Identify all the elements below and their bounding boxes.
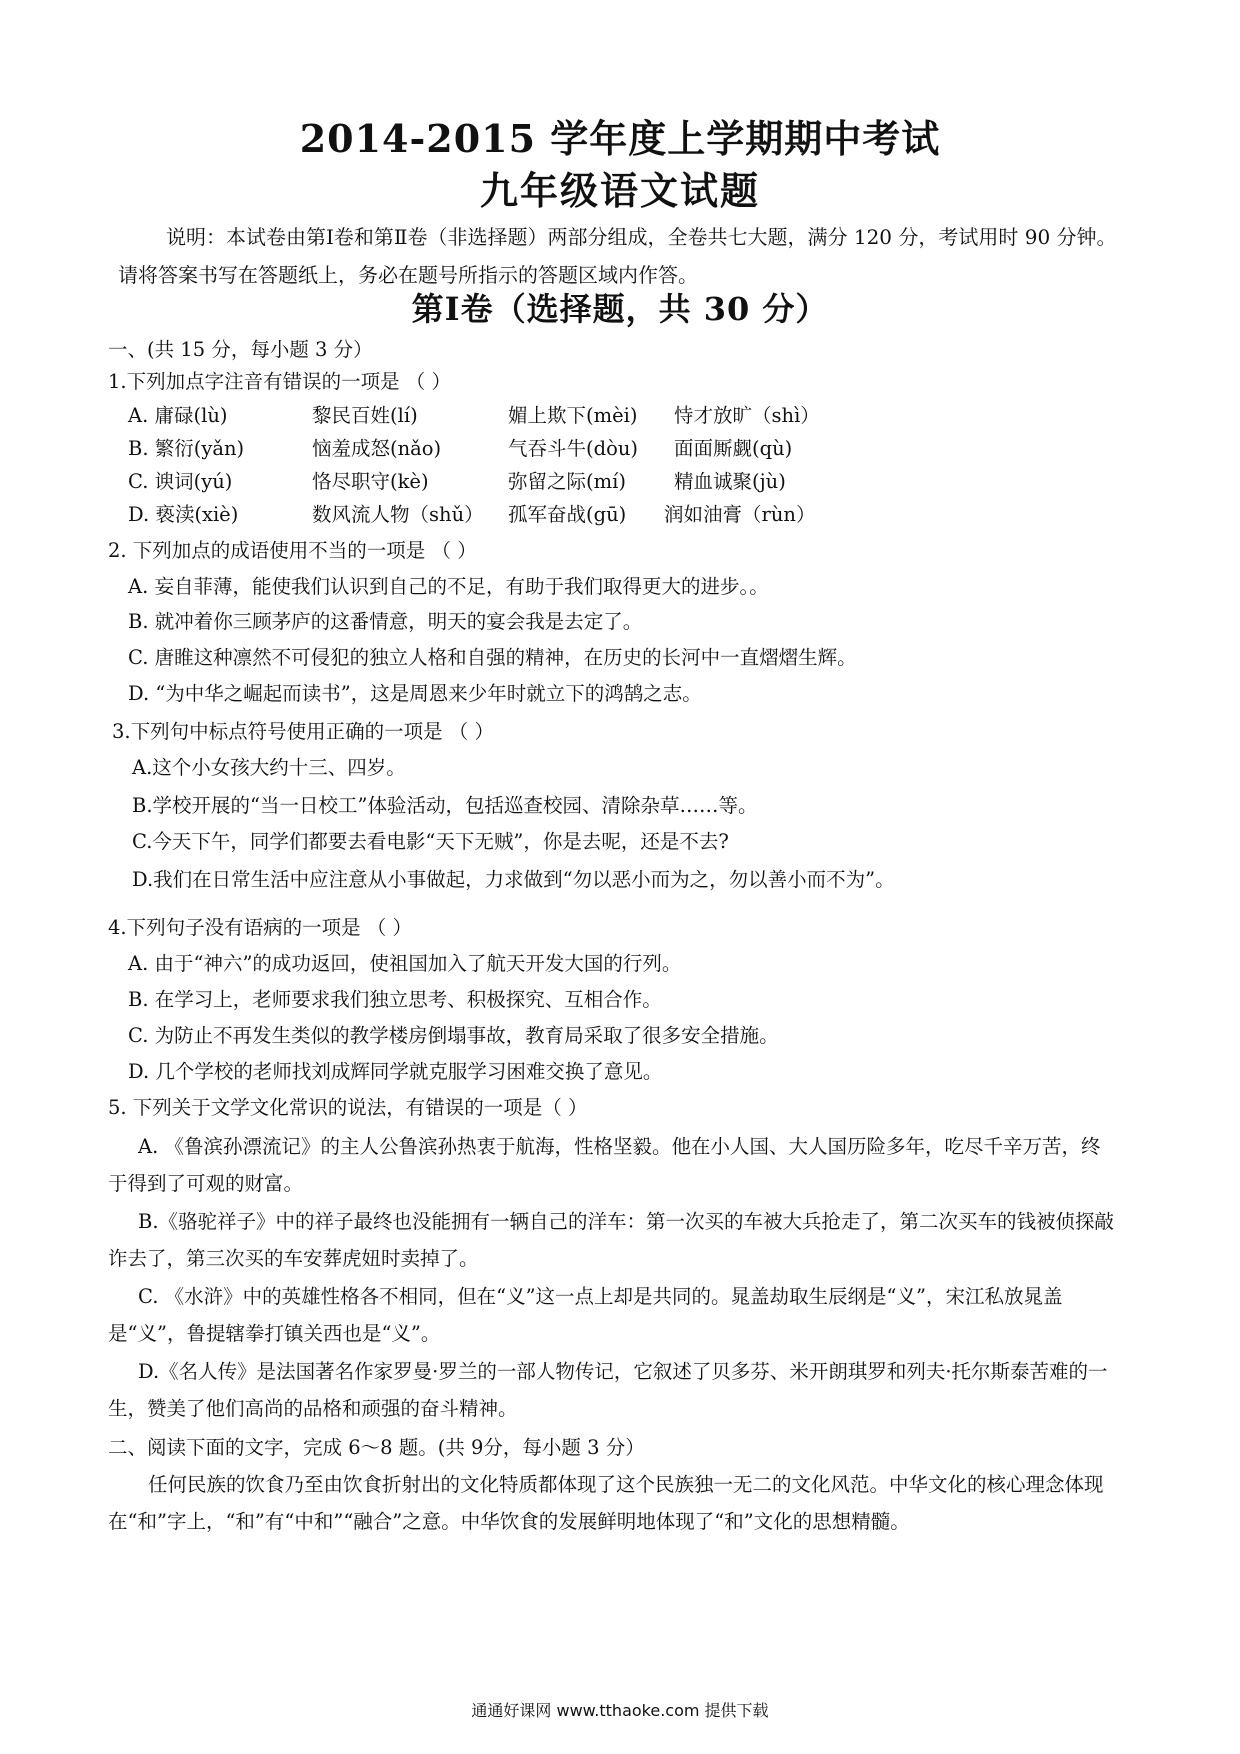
q5-option-a: A. 《鲁滨孙漂流记》的主人公鲁滨孙热衷于航海，性格坚毅。他在小人国、大人国历险多年，吃尽千辛万苦，终于得到了可观的财富。 <box>108 1135 1101 1195</box>
q2-option-a: A. 妄自菲薄，能使我们认识到自己的不足，有助于我们取得更大的进步。。 <box>128 575 769 598</box>
q1-a-item-2: 黎民百姓(lí) <box>312 404 418 427</box>
page-footer: 通通好课网 www.tthaoke.com 提供下载 <box>471 1701 769 1720</box>
q1-d-item-4: 润如油膏（rùn） <box>664 503 816 526</box>
q1-a-item-4: 恃才放旷（shì） <box>674 404 820 427</box>
q1-option-row-d <box>0 499 1240 525</box>
q1-c-item-4: 精血诚聚(jù) <box>674 470 786 493</box>
q3-stem: 3.下列句中标点符号使用正确的一项是 （ ） <box>112 720 495 743</box>
part1-title: 第Ⅰ卷（选择题，共 30 分） <box>411 290 829 328</box>
q1-a-item-1: A. 庸碌(lù) <box>128 404 228 427</box>
q3-option-c: C.今天下午，同学们都要去看电影“天下无贼”，你是去呢，还是不去? <box>132 830 729 853</box>
q1-b-item-4: 面面厮觑(qù) <box>674 437 793 460</box>
q1-option-row-a <box>0 400 1240 426</box>
q1-b-item-1: B. 繁衍(yǎn) <box>128 437 245 460</box>
q1-b-item-2: 恼羞成怒(nǎo) <box>312 437 442 460</box>
q1-c-item-3: 弥留之际(mí) <box>508 470 626 493</box>
q1-c-item-1: C. 谀词(yú) <box>128 470 233 493</box>
q1-option-row-b <box>0 433 1240 459</box>
section2-heading: 二、阅读下面的文字，完成 6～8 题。(共 9分，每小题 3 分） <box>108 1436 645 1459</box>
q1-d-item-2: 数风流人物（shǔ） <box>312 503 484 526</box>
q2-option-d: D. “为中华之崛起而读书”，这是周恩来少年时就立下的鸿鹄之志。 <box>128 682 702 705</box>
q1-option-row-c <box>0 466 1240 492</box>
q5-stem: 5. 下列关于文学文化常识的说法，有错误的一项是（ ） <box>108 1096 588 1119</box>
q3-option-d: D.我们在日常生活中应注意从小事做起，力求做到“勿以恶小而为之，勿以善小而不为”。 <box>132 868 895 891</box>
q3-option-a: A.这个小女孩大约十三、四岁。 <box>132 756 406 779</box>
q1-a-item-3: 媚上欺下(mèi) <box>508 404 638 427</box>
q4-stem: 4.下列句子没有语病的一项是 （ ） <box>108 916 413 939</box>
section2-passage: 任何民族的饮食乃至由饮食折射出的文化特质都体现了这个民族独一无二的文化风范。中华文化的核心理念体现在“和”字上，“和”有“中和”“融合”之意。中华饮食的发展鲜明地体现了“和”文化的思想精髓。 <box>108 1473 1104 1533</box>
q5-option-d: D.《名人传》是法国著名作家罗曼·罗兰的一部人物传记，它叙述了贝多芬、米开朗琪罗和列夫·托尔斯泰苦难的一生，赞美了他们高尚的品格和顽强的奋斗精神。 <box>108 1360 1108 1420</box>
q4-option-d: D. 几个学校的老师找刘成辉同学就克服学习困难交换了意见。 <box>128 1060 663 1083</box>
q2-option-b: B. 就冲着你三顾茅庐的这番情意，明天的宴会我是去定了。 <box>128 610 643 633</box>
q2-option-c: C. 唐睢这种凛然不可侵犯的独立人格和自强的精神，在历史的长河中一直熠熠生辉。 <box>128 646 857 669</box>
q3-option-b: B.学校开展的“当一日校工”体验活动，包括巡查校园、清除杂草……等。 <box>132 794 758 817</box>
q2-stem: 2. 下列加点的成语使用不当的一项是 （ ） <box>108 539 477 562</box>
section1-heading: 一、(共 15 分，每小题 3 分） <box>108 338 373 361</box>
q4-option-c: C. 为防止不再发生类似的教学楼房倒塌事故，教育局采取了很多安全措施。 <box>128 1024 779 1047</box>
q4-option-a: A. 由于“神六”的成功返回，使祖国加入了航天开发大国的行列。 <box>128 952 682 975</box>
q1-d-item-1: D. 亵渎(xiè) <box>128 503 239 526</box>
q1-stem: 1.下列加点字注音有错误的一项是 （ ） <box>108 370 452 393</box>
q1-c-item-2: 恪尽职守(kè) <box>312 470 429 493</box>
q5-option-c: C. 《水浒》中的英雄性格各不相同，但在“义”这一点上却是共同的。晁盖劫取生辰纲是“义”，宋江私放晁盖是“义”，鲁提辖拳打镇关西也是“义”。 <box>108 1285 1063 1345</box>
exam-title: 2014-2015 学年度上学期期中考试 <box>299 116 941 161</box>
exam-subtitle: 九年级语文试题 <box>479 168 760 213</box>
q4-option-b: B. 在学习上，老师要求我们独立思考、积极探究、互相合作。 <box>128 988 662 1011</box>
q5-option-b: B.《骆驼祥子》中的祥子最终也没能拥有一辆自己的洋车：第一次买的车被大兵抢走了，第二次买车的钱被侦探敲诈去了，第三次买的车安葬虎妞时卖掉了。 <box>108 1210 1115 1270</box>
exam-instructions: 说明：本试卷由第Ⅰ卷和第Ⅱ卷（非选择题）两部分组成，全卷共七大题，满分 120 分，考试用时 90 分钟。请将答案书写在答题纸上，务必在题号所指示的答题区域内作答。 <box>118 225 1117 287</box>
q1-b-item-3: 气吞斗牛(dòu) <box>508 437 638 460</box>
q1-d-item-3: 孤军奋战(gū) <box>508 503 627 526</box>
